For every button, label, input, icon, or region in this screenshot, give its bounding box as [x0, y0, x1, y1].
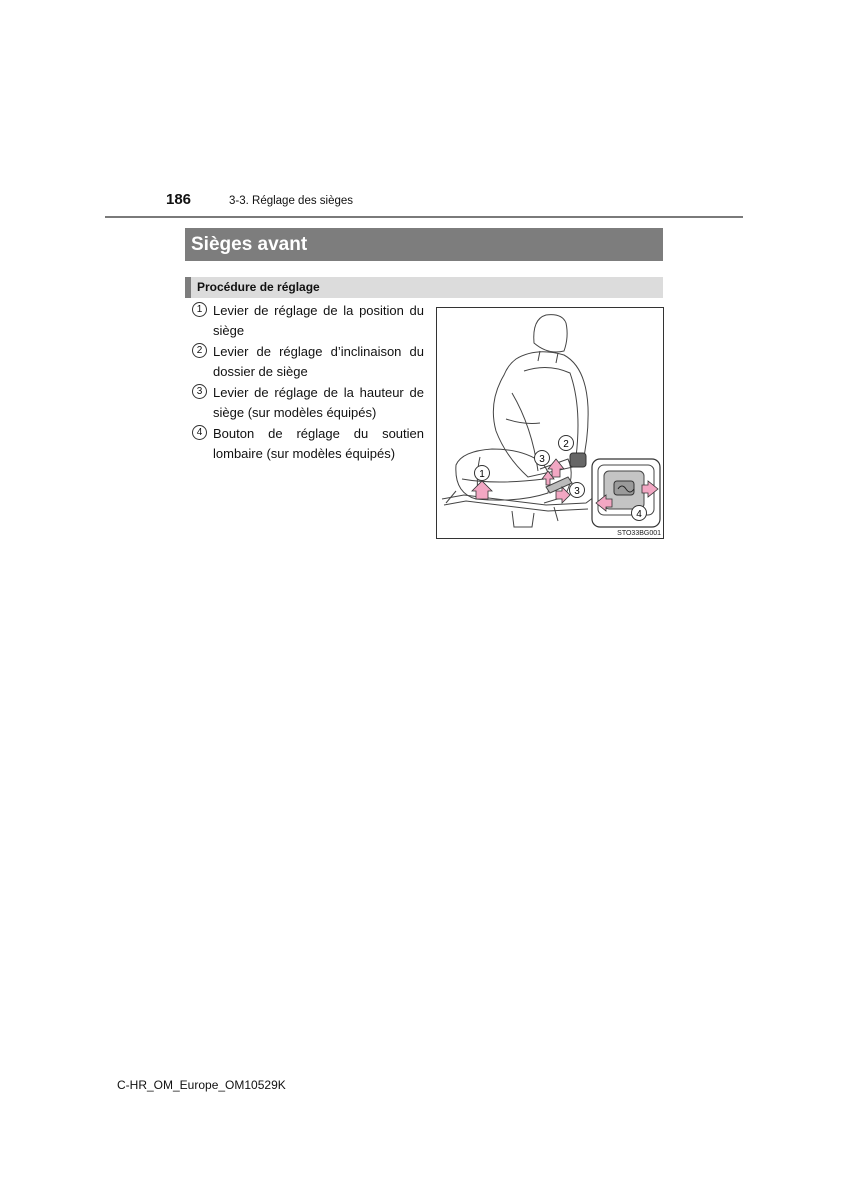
callout-label: 4 [636, 509, 642, 520]
item-text: Levier de réglage de la hauteur de siège (sur modèles équipés) [213, 385, 424, 420]
item-text: Bouton de réglage du soutien lombaire (sur modèles équipés) [213, 426, 424, 461]
page-number: 186 [166, 191, 192, 208]
seat-illustration [436, 307, 664, 539]
callout-label: 1 [479, 469, 485, 480]
callout-number: 2 [192, 343, 207, 358]
header-divider [105, 216, 743, 218]
callout-label: 3 [539, 454, 545, 465]
callout-number: 4 [192, 425, 207, 440]
item-text: Levier de réglage d’inclinaison du dossier de siège [213, 344, 424, 379]
procedure-heading: Procédure de réglage [185, 277, 663, 298]
callout-number: 1 [192, 302, 207, 317]
page-title: Sièges avant [185, 228, 663, 261]
item-text: Levier de réglage de la position du siège [213, 303, 424, 338]
list-item [192, 301, 424, 340]
list-item [192, 383, 424, 422]
seat-illustration-svg [436, 307, 664, 539]
figure-code: STO33BG001 [617, 530, 661, 537]
list-item [192, 424, 424, 463]
document-footer: C-HR_OM_Europe_OM10529K [117, 1078, 286, 1092]
adjustment-list [192, 301, 424, 465]
callout-label: 2 [563, 439, 569, 450]
section-reference: 3-3. Réglage des sièges [229, 195, 354, 207]
list-item [192, 342, 424, 381]
callout-number: 3 [192, 384, 207, 399]
callout-label: 3 [574, 486, 580, 497]
